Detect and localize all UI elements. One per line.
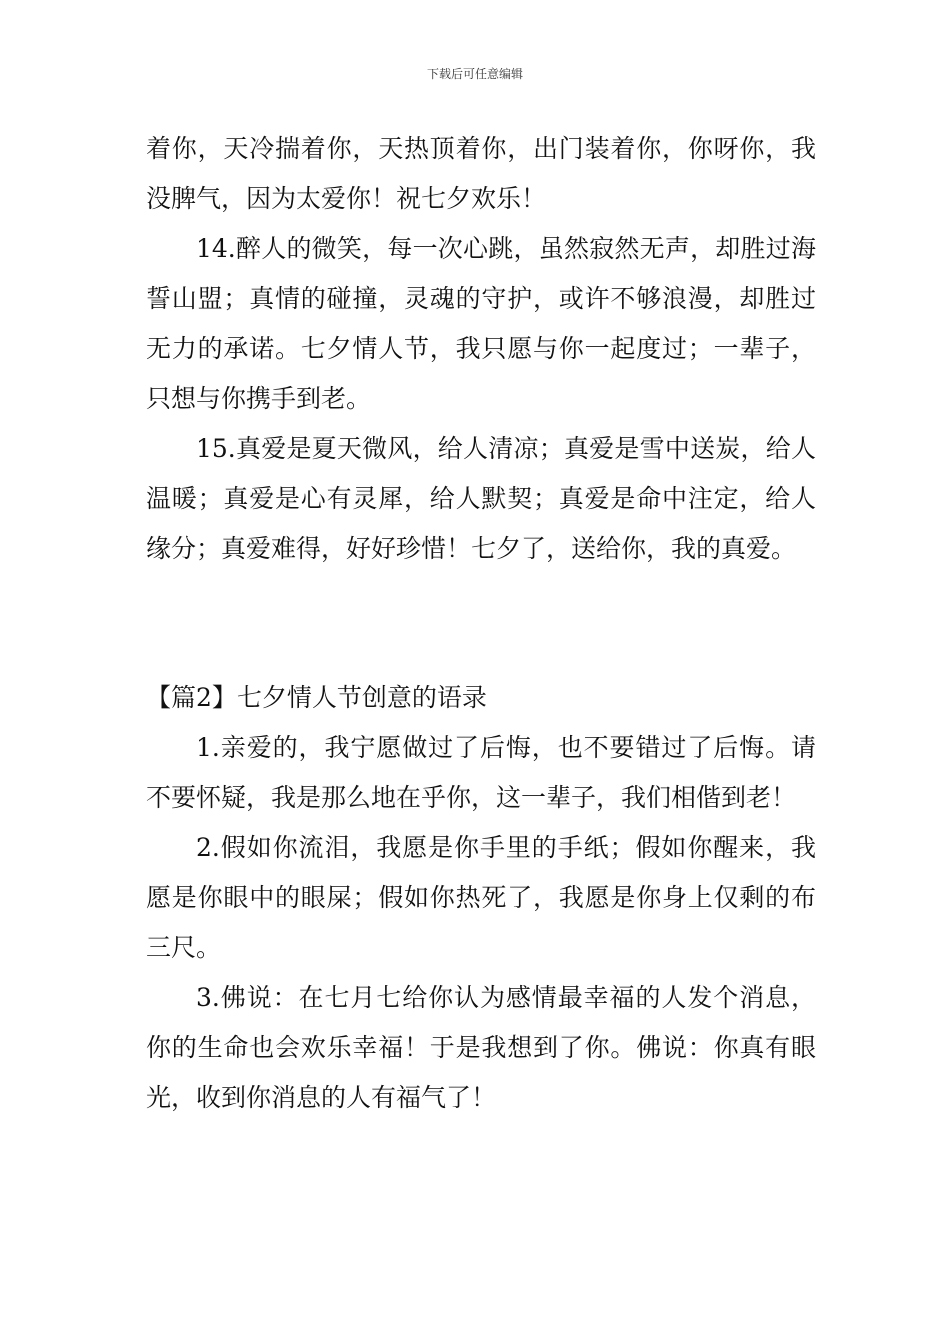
list-item: 14.醉人的微笑，每一次心跳，虽然寂然无声，却胜过海誓山盟；真情的碰撞，灵魂的守护，或许不够浪漫，却胜过无力的承诺。七夕情人节，我只愿与你一起度过；一辈子，只想与你携手到老。: [146, 234, 816, 413]
section-spacer: [146, 574, 816, 673]
section-title: 【篇2】七夕情人节创意的语录: [146, 683, 487, 712]
list-item: 1.亲爱的，我宁愿做过了后悔，也不要错过了后悔。请不要怀疑，我是那么地在乎你，这一辈子，我们相偕到老！: [146, 733, 816, 812]
list-item: 3.佛说：在七月七给你认为感情最幸福的人发个消息，你的生命也会欢乐幸福！于是我想到了你。佛说：你真有眼光，收到你消息的人有福气了！: [146, 983, 816, 1112]
continuation-paragraph: 着你，天冷揣着你，天热顶着你，出门装着你，你呀你，我没脾气，因为太爱你！祝七夕欢乐！: [146, 134, 816, 213]
page-header: 下载后可任意编辑: [426, 67, 523, 81]
list-item: 15.真爱是夏天微风，给人清凉；真爱是雪中送炭，给人温暖；真爱是心有灵犀，给人默契；真爱是命中注定，给人缘分；真爱难得，好好珍惜！七夕了，送给你，我的真爱。: [146, 434, 816, 563]
document-body: [146, 124, 816, 1123]
list-item: 2.假如你流泪，我愿是你手里的手纸；假如你醒来，我愿是你眼中的眼屎；假如你热死了，我愿是你身上仅剩的布三尺。: [146, 833, 816, 962]
